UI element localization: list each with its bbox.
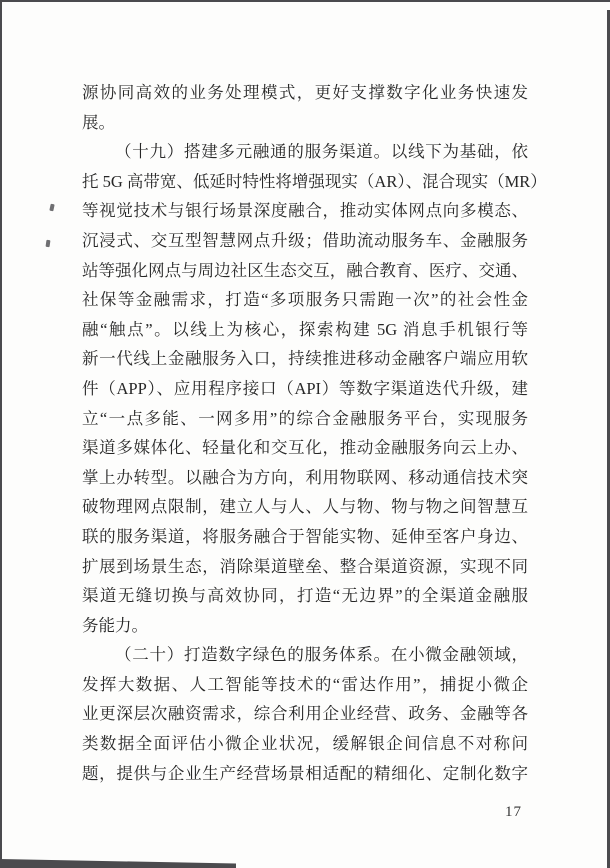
text-line: 托 5G 高带宽、低延时特性将增强现实（AR）、混合现实（MR） <box>82 171 547 191</box>
text-line: 渠道多媒体化、轻量化和交互化，推动金融服务向云上办、 <box>82 438 528 458</box>
page-number: 17 <box>505 804 522 820</box>
text-line: 件（APP）、应用程序接口（API）等数字渠道迭代升级，建 <box>82 378 528 398</box>
text-line: 类数据全面评估小微企业状况，缓解银企间信息不对称问 <box>82 734 528 754</box>
text-line: 新一代线上金融服务入口，持续推进移动金融客户端应用软 <box>82 349 528 369</box>
scan-edge-left <box>0 0 2 868</box>
text-line: 展。 <box>82 112 115 132</box>
text-line: 社保等金融需求，打造“多项服务只需跑一次”的社会性金 <box>82 290 528 310</box>
text-line: 扩展到场景生态，消除渠道壁垒、整合渠道资源，实现不同 <box>82 556 528 576</box>
scan-speck <box>49 204 54 212</box>
scan-edge-top <box>0 0 610 2</box>
text-line: 务能力。 <box>82 615 148 635</box>
text-line: 沉浸式、交互型智慧网点升级；借助流动服务车、金融服务 <box>82 230 528 250</box>
text-line-section-20-heading: （二十）打造数字绿色的服务体系。在小微金融领域， <box>115 645 528 665</box>
scan-speck <box>46 240 51 247</box>
text-line: 题，提供与企业生产经营场景相适配的精细化、定制化数字 <box>82 763 528 783</box>
text-line: 联的服务渠道，将服务融合于智能实物、延伸至客户身边、 <box>82 526 528 546</box>
text-line: 站等强化网点与周边社区生态交互，融合教育、医疗、交通、 <box>82 260 528 280</box>
text-line-section-19-heading: （十九）搭建多元融通的服务渠道。以线下为基础，依 <box>115 142 528 162</box>
text-line: 业更深层次融资需求，综合利用企业经营、政务、金融等各 <box>82 704 528 724</box>
text-line: 掌上办转型。以融合为方向，利用物联网、移动通信技术突 <box>82 467 528 487</box>
text-line: 立“一点多能、一网多用”的综合金融服务平台，实现服务 <box>82 408 528 428</box>
text-line: 渠道无缝切换与高效协同，打造“无边界”的全渠道金融服 <box>82 586 528 606</box>
text-line: 融“触点”。以线上为核心，探索构建 5G 消息手机银行等 <box>82 319 528 339</box>
text-line: 等视觉技术与银行场景深度融合，推动实体网点向多模态、 <box>82 201 528 221</box>
text-line: 破物理网点限制，建立人与人、人与物、物与物之间智慧互 <box>82 497 528 517</box>
text-line: 源协同高效的业务处理模式，更好支撑数字化业务快速发 <box>82 83 528 102</box>
scan-edge-bottom-shadow <box>0 858 236 868</box>
document-body <box>82 78 547 788</box>
text-line: 发挥大数据、人工智能等技术的“雷达作用”，捕捉小微企 <box>82 674 528 694</box>
